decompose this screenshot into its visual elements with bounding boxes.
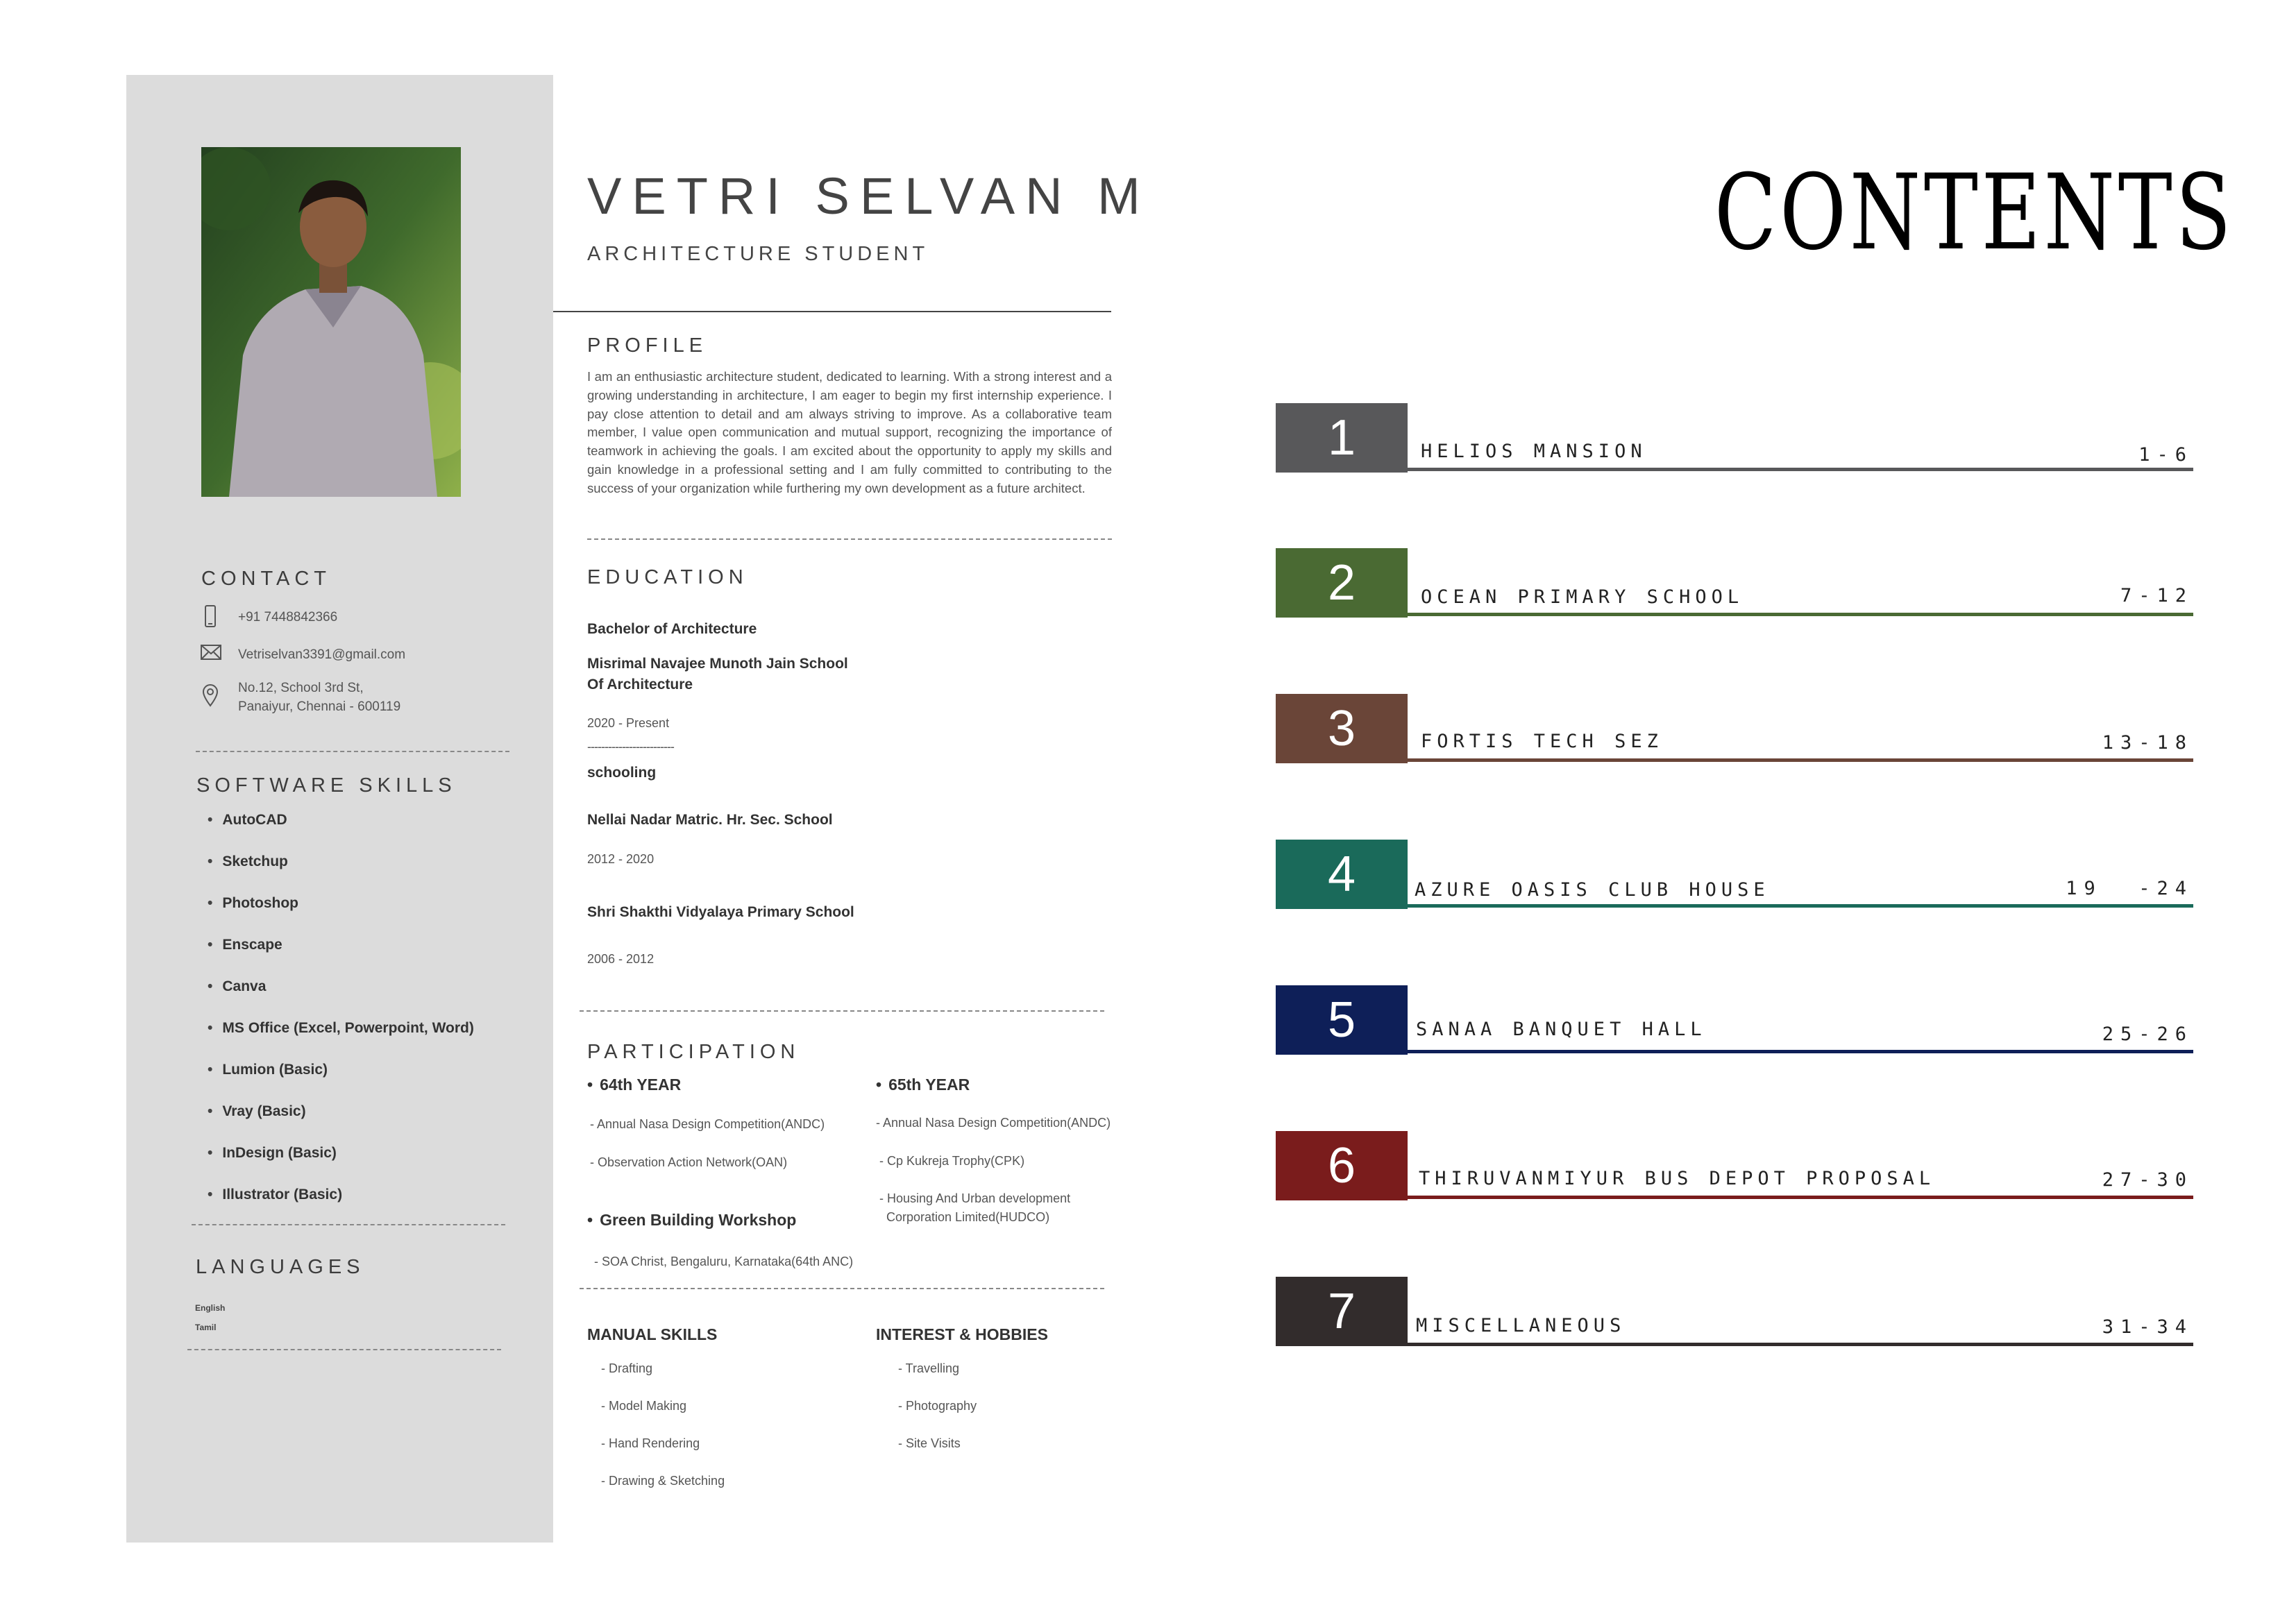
toc-number: 6	[1327, 1138, 1356, 1193]
participation-item: Corporation Limited(HUDCO)	[886, 1210, 1050, 1224]
toc-number: 5	[1327, 992, 1356, 1048]
toc-underline	[1408, 1050, 2193, 1053]
schooling-label: schooling	[587, 765, 657, 781]
toc-item-pages: 19 -24	[2066, 878, 2193, 899]
toc-item-title[interactable]: AZURE OASIS CLUB HOUSE	[1415, 879, 1770, 901]
participation-item: - Annual Nasa Design Competition(ANDC)	[876, 1116, 1111, 1130]
toc-item-title[interactable]: THIRUVANMIYUR BUS DEPOT PROPOSAL	[1419, 1168, 1936, 1189]
contact-address-line1: No.12, School 3rd St,	[238, 681, 364, 695]
skill-item: • InDesign (Basic)	[208, 1145, 337, 1162]
contents-title: CONTENTS	[1714, 153, 2235, 273]
divider	[187, 1349, 501, 1350]
toc-item-pages: 13-18	[2102, 732, 2193, 754]
college-years: 2020 - Present	[587, 716, 670, 730]
school-name: Shri Shakthi Vidyalaya Primary School	[587, 904, 854, 920]
skill-item: • MS Office (Excel, Powerpoint, Word)	[208, 1020, 474, 1037]
email-icon	[200, 643, 222, 661]
education-heading: EDUCATION	[587, 566, 748, 588]
header-rule	[553, 311, 1111, 312]
participation-item: - Annual Nasa Design Competition(ANDC)	[590, 1117, 825, 1131]
toc-underline	[1408, 758, 2193, 762]
toc-underline	[1408, 1196, 2193, 1199]
toc-item-title[interactable]: OCEAN PRIMARY SCHOOL	[1421, 586, 1744, 608]
degree: Bachelor of Architecture	[587, 621, 757, 637]
manual-skill-item: - Hand Rendering	[601, 1436, 700, 1450]
participation-item: - SOA Christ, Bengaluru, Karnataka(64th ANC)	[594, 1255, 854, 1268]
school-years: 2012 - 2020	[587, 852, 655, 866]
toc-underline	[1408, 1343, 2193, 1346]
toc-item-title[interactable]: FORTIS TECH SEZ	[1421, 731, 1663, 752]
manual-skill-item: - Drafting	[601, 1361, 653, 1375]
profile-text: I am an enthusiastic architecture student, dedicated to learning. With a strong interest and a growing understanding in architecture, I am eager to begin my first internship experience. I pay close attention to detail and am always striving to improve. As a collaborative team member, I value open communication and mutual support, recognizing the importance of teamwork in achieving the goals. I am excited about the opportunity to apply my skills and gain knowledge in a professional setting and I am fully committed to contributing to the success of your organization while furthering my own development as a future architect.	[587, 369, 1112, 495]
participation-item: - Cp Kukreja Trophy(CPK)	[879, 1154, 1025, 1168]
toc-underline	[1408, 904, 2193, 908]
participation-heading: PARTICIPATION	[587, 1041, 800, 1063]
toc-number: 7	[1327, 1284, 1356, 1339]
skill-item: • Canva	[208, 978, 266, 995]
divider	[192, 1224, 505, 1225]
toc-underline	[1408, 468, 2193, 471]
manual-skills-heading: MANUAL SKILLS	[587, 1325, 718, 1343]
college-name-line2: Of Architecture	[587, 677, 693, 692]
toc-underline	[1408, 613, 2193, 616]
language-item: English	[195, 1303, 226, 1313]
skill-item: • Vray (Basic)	[208, 1103, 306, 1120]
participation-65th-year: • 65th YEAR	[876, 1076, 970, 1094]
profile-heading: PROFILE	[587, 334, 708, 357]
toc-item-title[interactable]: HELIOS MANSION	[1421, 441, 1647, 462]
language-item: Tamil	[195, 1323, 217, 1332]
participation-64th-year: • 64th YEAR	[587, 1076, 681, 1094]
toc-number: 3	[1327, 701, 1356, 756]
hobby-item: - Site Visits	[898, 1436, 961, 1450]
toc-item-title[interactable]: MISCELLANEOUS	[1416, 1315, 1626, 1336]
skill-item: • Sketchup	[208, 853, 288, 870]
hobby-item: - Photography	[898, 1399, 977, 1413]
manual-skill-item: - Model Making	[601, 1399, 687, 1413]
toc-item-pages: 25-26	[2102, 1023, 2193, 1045]
contact-heading: CONTACT	[201, 568, 332, 590]
toc-number-box	[1276, 403, 1408, 473]
skill-item: • Photoshop	[208, 895, 298, 912]
divider	[580, 1010, 1104, 1012]
school-name: Nellai Nadar Matric. Hr. Sec. School	[587, 812, 833, 828]
skill-item: • Enscape	[208, 937, 282, 953]
contact-phone[interactable]: +91 7448842366	[238, 610, 338, 624]
contact-email[interactable]: Vetriselvan3391@gmail.com	[238, 647, 406, 662]
hobbies-heading: INTEREST & HOBBIES	[876, 1325, 1048, 1343]
divider	[587, 538, 1112, 540]
toc-number: 1	[1327, 410, 1356, 466]
hobby-item: - Travelling	[898, 1361, 960, 1375]
software-skills-heading: SOFTWARE SKILLS	[196, 774, 457, 797]
toc-number-box	[1276, 1277, 1408, 1346]
school-years: 2006 - 2012	[587, 952, 655, 966]
toc-number-box	[1276, 985, 1408, 1055]
toc-item-pages: 27-30	[2102, 1169, 2193, 1191]
participation-item: - Observation Action Network(OAN)	[590, 1155, 788, 1169]
location-pin-icon	[201, 683, 219, 707]
manual-skill-item: - Drawing & Sketching	[601, 1474, 725, 1488]
phone-icon	[201, 604, 219, 628]
contact-address-line2: Panaiyur, Chennai - 600119	[238, 699, 401, 714]
participation-item: - Housing And Urban development	[879, 1191, 1071, 1205]
toc-number-box	[1276, 1131, 1408, 1200]
resume-name: VETRI SELVAN M	[587, 167, 1151, 225]
toc-item-pages: 31-34	[2102, 1316, 2193, 1338]
green-building-workshop: • Green Building Workshop	[587, 1211, 796, 1230]
toc-number: 2	[1327, 555, 1356, 611]
college-name-line1: Misrimal Navajee Munoth Jain School	[587, 656, 848, 672]
divider	[580, 1288, 1104, 1289]
toc-item-title[interactable]: SANAA BANQUET HALL	[1416, 1019, 1707, 1040]
toc-number-box	[1276, 548, 1408, 618]
resume-subtitle: ARCHITECTURE STUDENT	[587, 243, 929, 265]
toc-number-box	[1276, 840, 1408, 909]
divider	[196, 751, 509, 752]
skill-item: • Lumion (Basic)	[208, 1062, 328, 1078]
toc-item-pages: 7-12	[2120, 585, 2193, 606]
languages-heading: LANGUAGES	[196, 1256, 365, 1278]
education-separator: -------------------------	[587, 740, 674, 754]
toc-number: 4	[1327, 847, 1356, 902]
skill-item: • Illustrator (Basic)	[208, 1187, 342, 1203]
toc-item-pages: 1-6	[2138, 444, 2193, 466]
profile-photo	[201, 147, 461, 497]
toc-number-box	[1276, 694, 1408, 763]
skill-item: • AutoCAD	[208, 812, 287, 829]
